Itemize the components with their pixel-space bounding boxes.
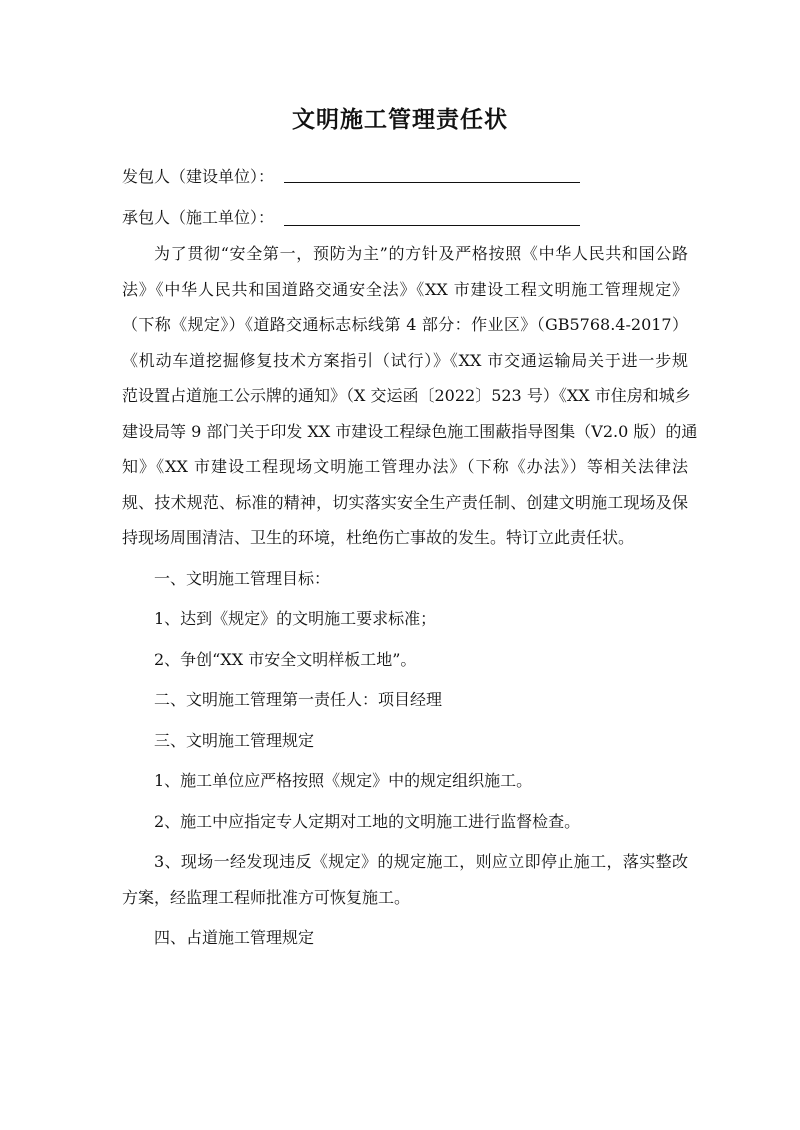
section-3-item-3 xyxy=(122,844,688,915)
intro-paragraph xyxy=(122,236,698,556)
intro-line: 《机动车道挖掘修复技术方案指引（试行）》《XX 市交通运输局关于进一步规 xyxy=(122,350,688,370)
intro-line: （下称《规定》）《道路交通标志标线第 4 部分：作业区》（GB5768.4-2017） xyxy=(122,315,688,334)
section-3-item-3-line: 3、现场一经发现违反《规定》的规定施工，则应立即停止施工，落实整改 xyxy=(154,852,688,871)
contractor-label: 承包人（施工单位）： xyxy=(122,208,275,227)
employer-blank-line xyxy=(284,182,580,183)
section-3-heading: 三、文明施工管理规定 xyxy=(154,730,315,750)
section-1-item-2: 2、争创“XX 市安全文明样板工地”。 xyxy=(154,649,417,669)
intro-line: 法》《中华人民共和国道路交通安全法》《XX 市建设工程文明施工管理规定》 xyxy=(122,279,688,299)
intro-line: 知》《XX 市建设工程现场文明施工管理办法》（下称《办法》）等相关法律法 xyxy=(122,457,688,476)
document-title: 文明施工管理责任状 xyxy=(292,107,508,133)
section-2-heading: 二、文明施工管理第一责任人：项目经理 xyxy=(154,690,443,709)
intro-line: 范设置占道施工公示牌的通知》（X 交运函〔2022〕523 号）《XX 市住房和城乡 xyxy=(122,386,691,405)
section-1-heading: 一、文明施工管理目标： xyxy=(154,568,331,588)
section-3-item-2: 2、施工中应指定专人定期对工地的文明施工进行监督检查。 xyxy=(154,811,581,831)
section-1-item-1: 1、达到《规定》的文明施工要求标准； xyxy=(154,609,437,628)
section-4-heading: 四、占道施工管理规定 xyxy=(154,928,315,947)
intro-line: 建设局等 9 部门关于印发 XX 市建设工程绿色施工围蔽指导图集（V2.0 版）的通 xyxy=(122,421,698,441)
contractor-blank-line xyxy=(284,225,580,226)
document-body xyxy=(122,236,698,956)
intro-line: 规、技术规范、标准的精神，切实落实安全生产责任制、创建文明施工现场及保 xyxy=(122,492,688,512)
intro-line: 持现场周围清洁、卫生的环境，杜绝伤亡事故的发生。特订立此责任状。 xyxy=(122,528,635,547)
intro-line: 为了贯彻“安全第一，预防为主”的方针及严格按照《中华人民共和国公路 xyxy=(154,244,688,263)
section-3-item-1: 1、施工单位应严格按照《规定》中的规定组织施工。 xyxy=(154,771,533,790)
employer-label: 发包人（建设单位）： xyxy=(122,167,275,186)
section-3-item-3-line: 方案，经监理工程师批准方可恢复施工。 xyxy=(122,887,411,907)
